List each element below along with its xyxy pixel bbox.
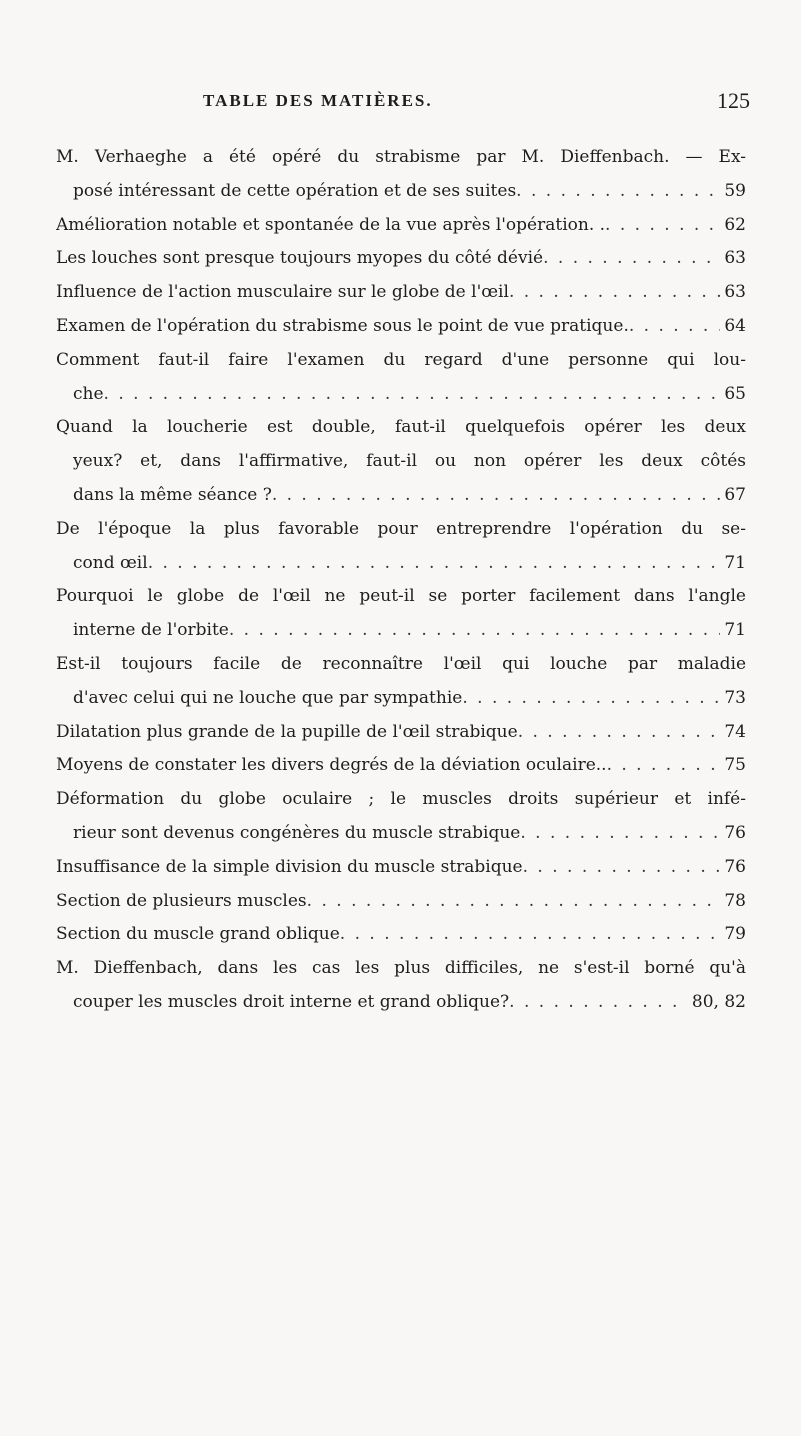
toc-entry bbox=[56, 749, 746, 783]
dot-leader bbox=[509, 986, 688, 1020]
toc-page-number: 75 bbox=[724, 755, 746, 776]
toc-entry-text: Est-il toujours facile de reconnaître l'œil qui louche par maladie bbox=[56, 653, 746, 674]
toc-entry-text: couper les muscles droit interne et grand oblique? bbox=[73, 991, 510, 1012]
dot-leader bbox=[104, 378, 721, 412]
toc-entry bbox=[56, 242, 746, 276]
toc-line bbox=[56, 716, 746, 750]
toc-line bbox=[56, 749, 746, 783]
dot-leader bbox=[516, 175, 720, 209]
dot-leader bbox=[543, 242, 720, 276]
toc-entry bbox=[56, 344, 746, 412]
toc-line bbox=[56, 783, 746, 817]
dot-leader bbox=[607, 749, 721, 783]
toc-entry-text: Section de plusieurs muscles bbox=[56, 890, 307, 911]
toc-line bbox=[56, 817, 746, 851]
toc-entry bbox=[56, 952, 746, 1020]
toc-entry-text: Pourquoi le globe de l'œil ne peut-il se porter facilement dans l'angle bbox=[56, 586, 746, 607]
toc-entry-text: M. Verhaeghe a été opéré du strabisme par M. Dieffenbach. — Ex- bbox=[56, 147, 746, 167]
toc-line bbox=[56, 580, 746, 614]
toc-entry-text: interne de l'orbite bbox=[73, 620, 229, 641]
toc-line bbox=[56, 175, 746, 209]
toc-entry-text: Déformation du globe oculaire ; le muscles droits supérieur et infé- bbox=[56, 789, 746, 810]
toc-entry bbox=[56, 918, 746, 952]
toc-entry-text: Influence de l'action musculaire sur le globe de l'œil bbox=[56, 282, 509, 303]
toc-entry-text: rieur sont devenus congénères du muscle strabique bbox=[73, 822, 521, 843]
toc-entry bbox=[56, 885, 746, 919]
toc-line bbox=[56, 986, 746, 1020]
dot-leader bbox=[272, 479, 721, 513]
toc-line bbox=[56, 310, 746, 344]
page-header bbox=[0, 88, 801, 131]
toc-line bbox=[56, 276, 746, 310]
toc-line bbox=[56, 344, 746, 378]
toc-entry bbox=[56, 209, 746, 243]
toc-entry-text: Les louches sont presque toujours myopes du côté dévié bbox=[56, 248, 544, 269]
toc-page-number: 80, 82 bbox=[691, 991, 746, 1012]
dot-leader bbox=[509, 276, 720, 310]
dot-leader bbox=[340, 918, 721, 952]
dot-leader bbox=[148, 547, 721, 581]
toc-page-number: 73 bbox=[724, 687, 746, 708]
running-title: TABLE DES MATIÈRES. bbox=[203, 91, 433, 110]
toc-line bbox=[56, 851, 746, 885]
toc-page-number: 59 bbox=[724, 180, 746, 201]
toc-entry-text: dans la même séance ? bbox=[73, 484, 272, 505]
toc-page-number: 71 bbox=[724, 620, 746, 641]
toc-entry-text: Section du muscle grand oblique bbox=[56, 924, 340, 945]
toc-entry-text: Moyens de constater les divers degrés de la déviation oculaire.. bbox=[56, 755, 607, 776]
toc-line bbox=[56, 209, 746, 243]
toc-line bbox=[56, 918, 746, 952]
toc-page-number: 63 bbox=[724, 282, 746, 303]
toc-line bbox=[56, 682, 746, 716]
toc-line bbox=[56, 952, 746, 986]
toc-page-number: 74 bbox=[724, 721, 746, 742]
toc-entry-text: Dilatation plus grande de la pupille de l'œil strabique bbox=[56, 721, 518, 742]
toc-entry bbox=[56, 310, 746, 344]
toc-page-number: 62 bbox=[724, 214, 746, 235]
toc-entry bbox=[56, 716, 746, 750]
toc-entry-text: posé intéressant de cette opération et de ses suites bbox=[73, 180, 517, 201]
toc-entry bbox=[56, 648, 746, 716]
toc-line bbox=[56, 885, 746, 919]
toc-page-number: 78 bbox=[724, 890, 746, 911]
dot-leader bbox=[229, 614, 721, 648]
toc-line bbox=[56, 242, 746, 276]
toc-entry-text: De l'époque la plus favorable pour entreprendre l'opération du se- bbox=[56, 518, 746, 539]
toc-entry bbox=[56, 783, 746, 851]
toc-page-number: 63 bbox=[724, 248, 746, 269]
toc-entry-text: Quand la loucherie est double, faut-il quelquefois opérer les deux bbox=[56, 417, 746, 438]
toc-page-number: 64 bbox=[724, 315, 746, 336]
toc-entry-text: M. Dieffenbach, dans les cas les plus difficiles, ne s'est-il borné qu'à bbox=[56, 958, 746, 979]
toc-line bbox=[56, 614, 746, 648]
table-of-contents bbox=[56, 141, 746, 1020]
toc-page-number: 71 bbox=[724, 552, 746, 573]
dot-leader bbox=[520, 817, 720, 851]
toc-entry-text: cond œil bbox=[73, 552, 148, 573]
toc-line bbox=[56, 411, 746, 445]
toc-entry bbox=[56, 411, 746, 512]
toc-line bbox=[56, 547, 746, 581]
toc-entry bbox=[56, 580, 746, 648]
page-number: 125 bbox=[717, 88, 750, 113]
toc-entry-text: yeux? et, dans l'affirmative, faut-il ou non opérer les deux côtés bbox=[73, 451, 746, 472]
toc-entry-text: Insuffisance de la simple division du muscle strabique bbox=[56, 856, 523, 877]
toc-entry-text: d'avec celui qui ne louche que par sympathie bbox=[73, 687, 463, 708]
toc-entry-text: Examen de l'opération du strabisme sous le point de vue pratique. bbox=[56, 315, 629, 336]
toc-entry bbox=[56, 513, 746, 581]
toc-entry bbox=[56, 141, 746, 209]
toc-line bbox=[56, 378, 746, 412]
dot-leader bbox=[523, 851, 721, 885]
toc-entry-text: che bbox=[73, 383, 104, 404]
toc-line bbox=[56, 445, 746, 479]
toc-page-number: 76 bbox=[724, 822, 746, 843]
dot-leader bbox=[307, 885, 721, 919]
toc-entry-text: Amélioration notable et spontanée de la vue après l'opération. . bbox=[56, 214, 606, 235]
toc-page-number: 65 bbox=[724, 383, 746, 404]
toc-page-number: 79 bbox=[724, 924, 746, 945]
toc-line bbox=[56, 141, 746, 175]
toc-line bbox=[56, 513, 746, 547]
toc-entry bbox=[56, 276, 746, 310]
dot-leader bbox=[462, 682, 720, 716]
toc-line bbox=[56, 648, 746, 682]
dot-leader bbox=[629, 310, 721, 344]
toc-page-number: 76 bbox=[724, 856, 746, 877]
dot-leader bbox=[518, 716, 721, 750]
toc-entry bbox=[56, 851, 746, 885]
toc-line bbox=[56, 479, 746, 513]
toc-entry-text: Comment faut-il faire l'examen du regard d'une personne qui lou- bbox=[56, 349, 746, 370]
dot-leader bbox=[605, 209, 720, 243]
toc-page-number: 67 bbox=[724, 484, 746, 505]
